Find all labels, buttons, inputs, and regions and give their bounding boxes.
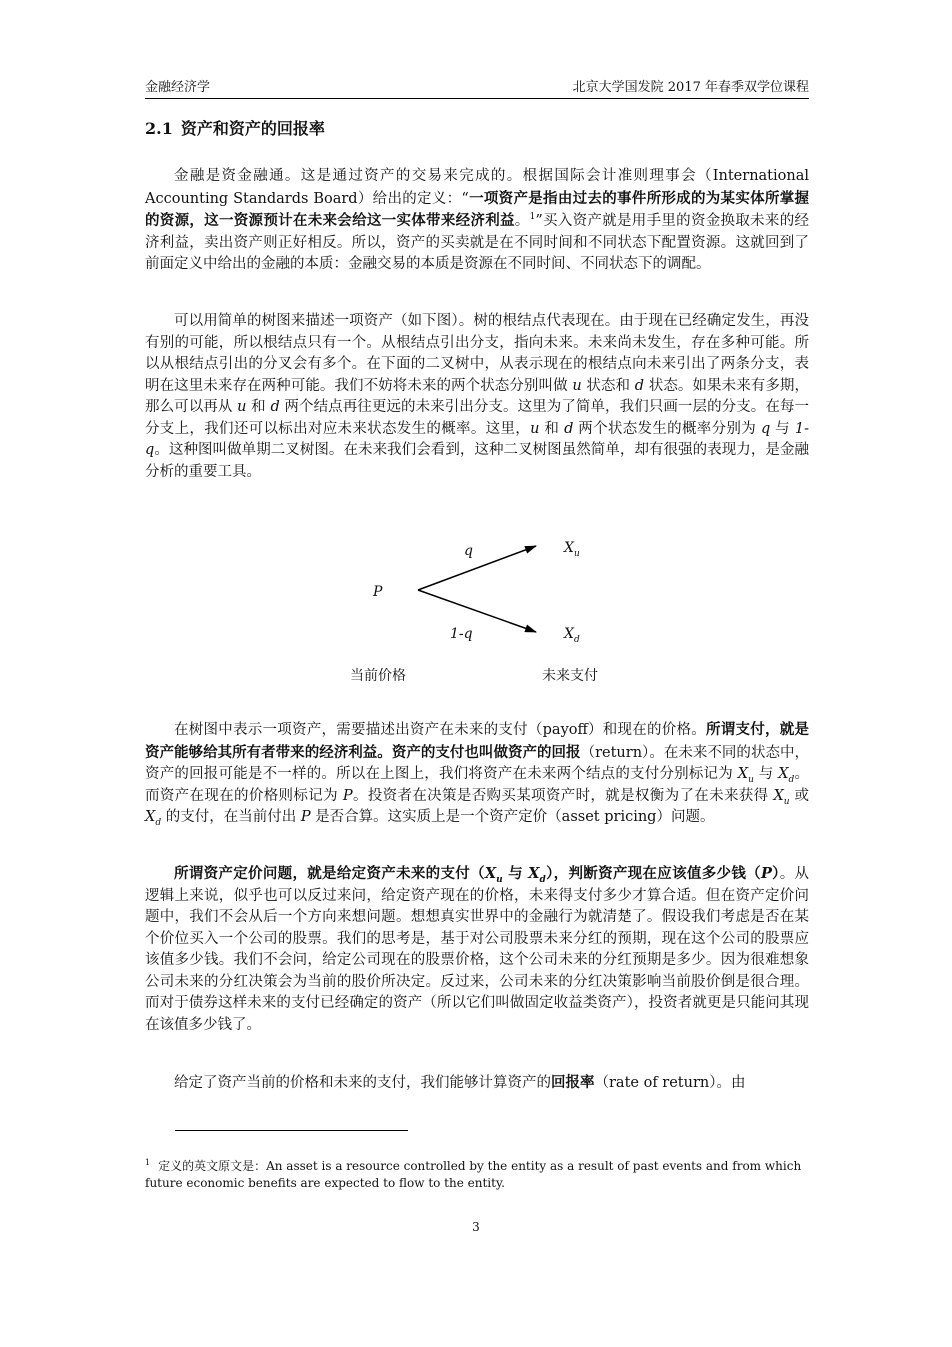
payoff-definition-bold: 所谓支付，就是资产能够给其所有者带来的经济利益。资产的支付也叫做资产的回报: [145, 721, 809, 761]
down-payoff-label: $X_d$: [564, 626, 580, 645]
asset-pricing-definition-bold: 所谓资产定价问题，就是给定资产未来的支付（$X_u$ 与 $X_d$），判断资产现在应该值多少钱（P）: [174, 865, 780, 885]
footnote-mark: 1: [145, 1158, 151, 1167]
down-probability-label: 1-q: [450, 626, 473, 642]
section-number: 2.1: [145, 119, 173, 138]
caption-future-payoff: 未来支付: [542, 668, 598, 684]
footnote-text: 定义的英文原文是：An asset is a resource controlled by the entity as a result of past events and from which future economic benefits are expected to flow to the entity.: [145, 1159, 802, 1190]
tree-branches: [330, 530, 660, 690]
paragraph-asset-pricing: 所谓资产定价问题，就是给定资产未来的支付（$X_u$ 与 $X_d$），判断资产现在应该值多少钱（P）。从逻辑上来说，似乎也可以反过来问，给定资产现在的价格，未来得支付多少才算合适。但在资产定价问题中，我们不会从后一个方向来想问题。想想真实世界中的金融行为就清楚了。假设我们考虑是否在某个价位买入一个公司的股票。我们的思考是，基于对公司股票未来分红的预期，现在这个公司的股票应该值多少钱。我们不会问，给定公司现在的股票价格，这个公司未来的分红预期是多少。因为很难想象公司未来的分红决策会为当前的股价所决定。反过来，公司未来的分红决策影响当前股价倒是很合理。而对于债券这样未来的支付已经确定的资产（所以它们叫做固定收益类资产），投资者就更是只能问其现在该值多少钱了。: [145, 865, 810, 1033]
section-heading: [145, 118, 325, 140]
paragraph-tree-intro: 可以用简单的树图来描述一项资产（如下图）。树的根结点代表现在。由于现在已经确定发生，再没有别的可能，所以根结点只有一个。从根结点引出分支，指向未来。未来尚未发生，存在多种可能。所以从根结点引出的分叉会有多个。在下面的二叉树中，从表示现在的根结点向未来引出了两条分支，表明在这里未来存在两种可能。我们不妨将未来的两个状态分别叫做 u 状态和 d 状态。如果未来有多期，那么可以再从 u 和 d 两个结点再往更远的未来引出分支。这里为了简单，我们只画一层的分支。在每一分支上，我们还可以标出对应未来状态发生的概率。这里，u 和 d 两个状态发生的概率分别为 q 与 1-q。这种图叫做单期二叉树图。在未来我们会看到，这种二叉树图虽然简单，却有很强的表现力，是金融分析的重要工具。: [145, 313, 810, 480]
paragraph-asset-definition: 金融是资金融通。这是通过资产的交易来完成的。根据国际会计准则理事会（International Accounting Standards Board）给出的定义：“一项资产是指由过去的事件所形成的为某实体所掌握的资源，这一资源预计在未来会给这一实体带来经济利益。$^1$”买入资产就是用手里的资金换取未来的经济利益，卖出资产则正好相反。所以，资产的买卖就是在不同时间和不同状态下配置资源。这就回到了前面定义中给出的金融的本质：金融交易的本质是资源在不同时间、不同状态下的调配。: [145, 168, 809, 272]
running-header: [145, 79, 809, 97]
footnote-ref: 1: [529, 212, 536, 223]
page-number: 3: [472, 1220, 480, 1234]
rate-of-return-bold: 回报率: [551, 1074, 595, 1091]
up-probability-label: q: [464, 543, 473, 559]
asset-definition-bold: 一项资产是指由过去的事件所形成的为某实体所掌握的资源，这一资源预计在未来会给这一实体带来经济利益: [145, 189, 809, 229]
down-branch: [418, 590, 536, 632]
header-course-title: 金融经济学: [145, 80, 211, 95]
up-branch: [418, 546, 536, 590]
binomial-tree-diagram: [330, 530, 660, 690]
root-price-label: P: [373, 584, 383, 600]
footnote-rule: [175, 1130, 408, 1131]
section-title: 资产和资产的回报率: [180, 119, 325, 138]
caption-current-price: 当前价格: [350, 668, 406, 684]
paragraph-rate-of-return: 给定了资产当前的价格和未来的支付，我们能够计算资产的回报率（rate of return）。由: [174, 1074, 746, 1091]
paragraph-payoff: 在树图中表示一项资产，需要描述出资产在未来的支付（payoff）和现在的价格。所谓支付，就是资产能够给其所有者带来的经济利益。资产的支付也叫做资产的回报（return）。在未来不同的状态中，资产的回报可能是不一样的。所以在上图上，我们将资产在未来两个结点的支付分别标记为 $X_u$ 与 $X_d$。而资产在现在的价格则标记为 P。投资者在决策是否购买某项资产时，就是权衡为了在未来获得 $X_u$ 或 $X_d$ 的支付，在当前付出 P 是否合算。这实质上是一个资产定价（asset pricing）问题。: [145, 721, 810, 828]
header-rule: [145, 98, 809, 99]
header-program: 北京大学国发院 2017 年春季双学位课程: [572, 80, 809, 95]
up-payoff-label: $X_u$: [564, 540, 580, 559]
footnote: [145, 1158, 809, 1192]
